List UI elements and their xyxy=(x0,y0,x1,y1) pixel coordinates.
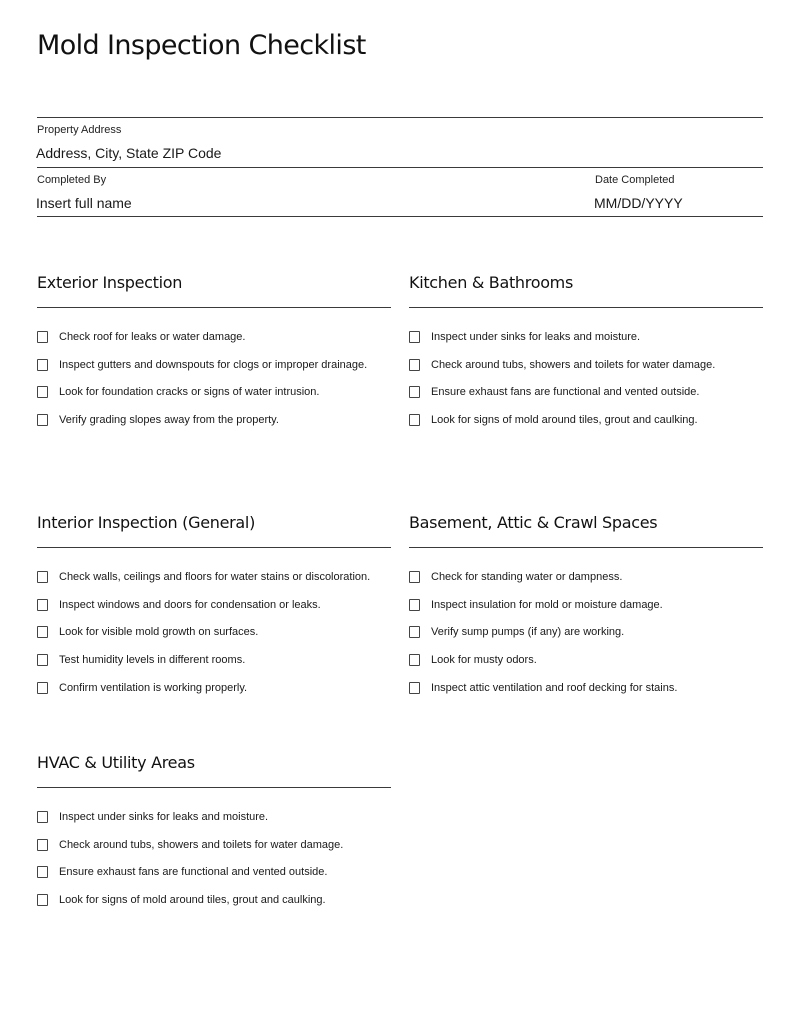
checklist-item xyxy=(37,406,391,434)
checklist-item xyxy=(37,351,391,379)
checklist-item-text: Confirm ventilation is working properly. xyxy=(59,682,248,695)
checklist-item xyxy=(37,591,391,619)
section-title: Interior Inspection (General) xyxy=(37,513,256,532)
date-completed-field[interactable]: MM/DD/YYYY xyxy=(594,195,683,211)
checkbox[interactable] xyxy=(37,359,48,371)
checklist-item xyxy=(37,646,391,674)
checklist-item-text: Check roof for leaks or water damage. xyxy=(59,330,246,343)
checklist-item xyxy=(37,379,391,407)
completed-by-label: Completed By xyxy=(37,174,107,186)
property-address-field[interactable]: Address, City, State ZIP Code xyxy=(36,145,222,161)
divider xyxy=(37,167,763,168)
checklist-item-text: Look for musty odors. xyxy=(431,654,537,667)
checklist-item xyxy=(37,563,391,591)
checkbox[interactable] xyxy=(37,839,48,851)
checkbox[interactable] xyxy=(409,571,420,583)
checkbox[interactable] xyxy=(409,359,420,371)
section-basement-attic-crawl xyxy=(409,512,763,702)
checklist-item-text: Inspect insulation for mold or moisture damage. xyxy=(431,598,663,611)
checklist-item-text: Inspect gutters and downspouts for clogs or improper drainage. xyxy=(59,358,368,371)
checkbox[interactable] xyxy=(409,654,420,666)
section-divider xyxy=(37,787,391,788)
section-divider xyxy=(37,307,391,308)
checkbox[interactable] xyxy=(37,331,48,343)
checklist-item-text: Ensure exhaust fans are functional and vented outside. xyxy=(431,386,700,399)
page-title: Mold Inspection Checklist xyxy=(37,30,366,61)
checklist-item xyxy=(409,379,763,407)
checkbox[interactable] xyxy=(409,626,420,638)
checklist-item-text: Inspect attic ventilation and roof decking for stains. xyxy=(431,682,678,695)
checklist-item-text: Check around tubs, showers and toilets for water damage. xyxy=(431,358,716,371)
checkbox[interactable] xyxy=(37,866,48,878)
checkbox[interactable] xyxy=(409,386,420,398)
checklist-item xyxy=(409,406,763,434)
checklist-item-text: Inspect windows and doors for condensation or leaks. xyxy=(59,598,321,611)
checkbox[interactable] xyxy=(37,386,48,398)
checklist-item xyxy=(37,323,391,351)
checklist-item-text: Look for signs of mold around tiles, grout and caulking. xyxy=(431,414,698,427)
checklist-item xyxy=(37,803,391,831)
checkbox[interactable] xyxy=(37,599,48,611)
checklist-item-text: Inspect under sinks for leaks and moisture. xyxy=(59,810,269,823)
section-divider xyxy=(409,307,763,308)
checklist-item xyxy=(409,591,763,619)
checklist-item xyxy=(409,323,763,351)
checklist-item-text: Check walls, ceilings and floors for water stains or discoloration. xyxy=(59,570,371,583)
checklist-item xyxy=(409,674,763,702)
divider xyxy=(37,117,763,118)
checkbox[interactable] xyxy=(409,599,420,611)
section-kitchen-bathrooms xyxy=(409,272,763,434)
checkbox[interactable] xyxy=(409,682,420,694)
checklist-item xyxy=(37,859,391,887)
checklist-item xyxy=(409,563,763,591)
checklist-item-text: Look for foundation cracks or signs of water intrusion. xyxy=(59,386,320,399)
checklist-item xyxy=(37,831,391,859)
section-title: Basement, Attic & Crawl Spaces xyxy=(409,513,658,532)
section-divider xyxy=(37,547,391,548)
checkbox[interactable] xyxy=(37,414,48,426)
checklist-item-text: Verify grading slopes away from the property. xyxy=(59,414,279,427)
checklist-item xyxy=(37,886,391,914)
section-interior-inspection xyxy=(37,512,391,702)
checkbox[interactable] xyxy=(37,894,48,906)
checklist-item-text: Test humidity levels in different rooms. xyxy=(59,654,246,667)
checklist-item xyxy=(37,619,391,647)
checklist-item-text: Check around tubs, showers and toilets for water damage. xyxy=(59,838,344,851)
date-completed-label: Date Completed xyxy=(595,174,675,186)
checkbox[interactable] xyxy=(37,811,48,823)
section-divider xyxy=(409,547,763,548)
checklist-item xyxy=(409,351,763,379)
divider xyxy=(37,216,763,217)
section-exterior-inspection xyxy=(37,272,391,434)
checkbox[interactable] xyxy=(37,571,48,583)
checklist-item-text: Inspect under sinks for leaks and moisture. xyxy=(431,330,641,343)
checkbox[interactable] xyxy=(409,331,420,343)
section-title: Kitchen & Bathrooms xyxy=(409,273,574,292)
checklist-item-text: Look for signs of mold around tiles, grout and caulking. xyxy=(59,894,326,907)
checklist-item xyxy=(37,674,391,702)
checklist-item xyxy=(409,619,763,647)
checkbox[interactable] xyxy=(37,682,48,694)
checklist-item xyxy=(409,646,763,674)
checklist-item-text: Look for visible mold growth on surfaces. xyxy=(59,626,259,639)
checkbox[interactable] xyxy=(37,626,48,638)
checklist-item-text: Check for standing water or dampness. xyxy=(431,570,623,583)
checkbox[interactable] xyxy=(37,654,48,666)
section-title: HVAC & Utility Areas xyxy=(37,753,195,772)
checkbox[interactable] xyxy=(409,414,420,426)
section-hvac-utility xyxy=(37,752,391,914)
property-address-label: Property Address xyxy=(37,124,122,136)
checklist-item-text: Verify sump pumps (if any) are working. xyxy=(431,626,625,639)
completed-by-field[interactable]: Insert full name xyxy=(36,195,132,211)
section-title: Exterior Inspection xyxy=(37,273,183,292)
checklist-item-text: Ensure exhaust fans are functional and vented outside. xyxy=(59,866,328,879)
